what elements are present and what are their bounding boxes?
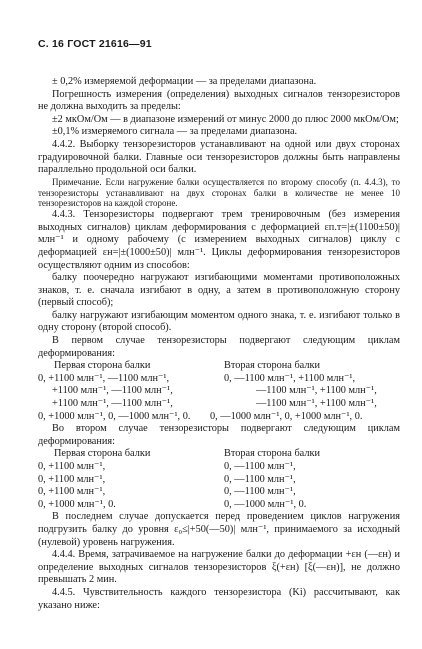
table-row — [38, 461, 400, 474]
table-header-first-side: Первая сторона балки — [54, 360, 151, 372]
table-header-row — [38, 448, 400, 461]
table-cell: 0, —1100 млн⁻¹, +1100 млн⁻¹, — [224, 372, 356, 384]
table-cell: 0, —1000 млн⁻¹, 0, +1000 млн⁻¹, 0. — [210, 410, 363, 422]
page-header: С. 16 ГОСТ 21616—91 — [38, 38, 152, 50]
paragraph: Во втором случае тензорезисторы подвергают следующим циклам деформирования: — [38, 423, 400, 447]
paragraph: балку поочередно нагружают изгибающими моментами противоположных знаков, т. е. сначала изгибают в одну, а затем в противоположную сторону (первый способ); — [38, 272, 400, 309]
document-body — [38, 76, 400, 612]
table-second-method — [38, 448, 400, 511]
table-cell: 0, —1100 млн⁻¹, — [224, 486, 296, 498]
table-cell: 0, +1100 млн⁻¹, —1100 млн⁻¹, — [38, 372, 170, 384]
table-cell: —1100 млн⁻¹, +1100 млн⁻¹, — [256, 385, 377, 397]
paragraph: В первом случае тензорезисторы подвергают следующим циклам деформирования: — [38, 335, 400, 359]
table-row — [38, 411, 400, 424]
table-cell: 0, +1000 млн⁻¹, 0, —1000 млн⁻¹, 0. — [38, 410, 191, 422]
paragraph: балку нагружают изгибающим моментом одного знака, т. е. изгибают только в одну сторону (второй способ). — [38, 309, 400, 334]
table-header-row — [38, 360, 400, 373]
paragraph: ± 0,2% измеряемой деформации — за пределами диапазона. — [52, 76, 317, 87]
paragraph: 4.4.3. Тензорезисторы подвергают трем тренировочным (без измерения выходных сигналов) циклам деформирования с деформацией εп.т=|±(1100±50)| млн⁻¹ и одному рабочему (с измерением выходных сигналов) циклу с деформацией εн=|±(1000±50)| млн⁻¹. Циклы деформирования тензорезисторов осуществляют одним из способов: — [38, 209, 400, 271]
table-cell: +1100 млн⁻¹, —1100 млн⁻¹, — [52, 385, 173, 397]
table-cell: 0, +1000 млн⁻¹, 0. — [38, 498, 116, 510]
table-row — [38, 474, 400, 487]
table-row — [38, 373, 400, 386]
paragraph: Погрешность измерения (определения) выходных сигналов тензорезисторов не должна выходить за пределы: — [38, 88, 400, 113]
paragraph-group-top — [38, 76, 400, 360]
table-row — [38, 385, 400, 398]
table-row — [38, 486, 400, 499]
table-row — [38, 398, 400, 411]
paragraph: ±2 мкОм/Ом — в диапазоне измерений от минус 2000 до плюс 2000 мкОм/Ом; — [52, 113, 399, 125]
table-cell: 0, +1100 млн⁻¹, — [38, 461, 106, 473]
paragraph: 4.4.5. Чувствительность каждого тензорезистора (Ki) рассчитывают, как указано ниже: — [38, 586, 400, 611]
paragraph-group-end — [38, 511, 400, 612]
table-header-second-side: Вторая сторона балки — [224, 448, 320, 460]
paragraph: ±0,1% измеряемого сигнала — за пределами диапазона. — [52, 126, 298, 138]
table-cell: 0, +1100 млн⁻¹, — [38, 473, 106, 485]
paragraph: 4.4.2. Выборку тензорезисторов устанавливают на одной или двух сторонах градуировочной балки. Главные оси тензорезисторов должны быть направлены параллельно продольной оси балки. — [38, 138, 400, 176]
paragraph: 4.4.4. Время, затрачиваемое на нагружение балки до деформации +εн (—εн) и определение выходных сигналов тензорезисторов ξ(+εн) [ξ(—εн)], не должно превышать 2 мин. — [38, 549, 400, 586]
table-cell: 0, —1100 млн⁻¹, — [224, 473, 296, 485]
table-first-method — [38, 360, 400, 423]
paragraph: В последнем случае допускается перед проведением циклов нагружения подгрузить балку до уровня ε₀≤|+50(—50)| млн⁻¹, принимаемого за исходный (нулевой) уровень нагружения. — [38, 511, 400, 548]
table-cell: 0, —1000 млн⁻¹, 0. — [224, 498, 307, 510]
note-paragraph: Примечание. Если нагружение балки осуществляется по второму способу (п. 4.4.3), то тензорезисторы устанавливают на двух сторонах балки в количестве не менее 10 тензорезисторов на каждой стороне. — [38, 176, 400, 209]
table-header-second-side: Вторая сторона балки — [224, 360, 320, 372]
table-cell: +1100 млн⁻¹, —1100 млн⁻¹, — [52, 398, 173, 410]
table-cell: 0, —1100 млн⁻¹, — [224, 461, 296, 473]
table-cell: —1100 млн⁻¹, +1100 млн⁻¹, — [256, 398, 377, 410]
table-header-first-side: Первая сторона балки — [54, 448, 151, 460]
table-cell: 0, +1100 млн⁻¹, — [38, 486, 106, 498]
table-row — [38, 499, 400, 512]
